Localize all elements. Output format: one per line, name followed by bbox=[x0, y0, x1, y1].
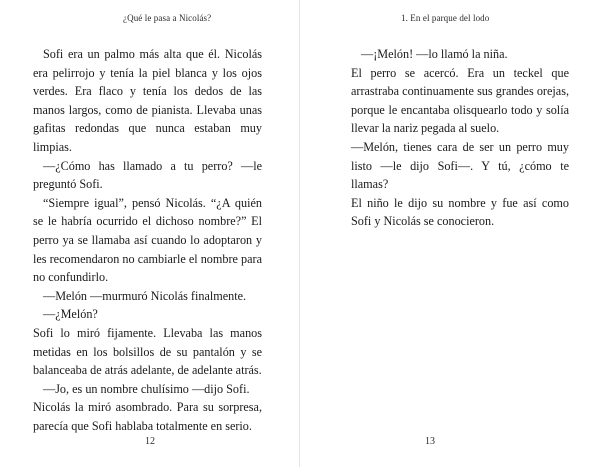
left-paragraph-1: Sofi era un palmo más alta que él. Nicolás era pelirrojo y tenía la piel blanca y los ojos verdes. Era flaco y tenía los dedos de las manos largos, como de pianista. Llevaba unas gafitas redondas que nunca estaban muy limpias. bbox=[33, 47, 262, 154]
right-body-text bbox=[351, 45, 569, 231]
left-page-number: 12 bbox=[145, 436, 155, 447]
left-paragraph-2: —¿Cómo has llamado a tu perro? —le preguntó Sofi. bbox=[33, 158, 262, 192]
left-body-text bbox=[33, 45, 262, 435]
right-paragraph-3: —Melón, tienes cara de ser un perro muy listo —le dijo Sofi—. Y tú, ¿cómo te llamas? bbox=[351, 139, 569, 192]
right-paragraph-1: —¡Melón! —lo llamó la niña. bbox=[361, 47, 508, 61]
right-page-number: 13 bbox=[425, 436, 435, 447]
right-page bbox=[300, 0, 600, 467]
left-running-head: ¿Qué le pasa a Nicolás? bbox=[123, 13, 212, 23]
right-paragraph-4: El niño le dijo su nombre y fue así como Sofi y Nicolás se conocieron. bbox=[351, 195, 569, 229]
right-paragraph-2: El perro se acercó. Era un teckel que arrastraba continuamente sus grandes orejas, porque le encantaba olisquearlo todo y solía llevar la nariz pegada al suelo. bbox=[351, 65, 569, 136]
left-paragraph-8: Nicolás la miró asombrado. Para su sorpresa, parecía que Sofi hablaba totalmente en serio. bbox=[33, 400, 262, 433]
left-paragraph-5: —¿Melón? bbox=[43, 307, 98, 322]
left-paragraph-7: —Jo, es un nombre chulísimo —dijo Sofi. bbox=[43, 381, 250, 396]
right-running-head: 1. En el parque del lodo bbox=[401, 13, 490, 23]
left-paragraph-4: —Melón —murmuró Nicolás finalmente. bbox=[43, 288, 247, 303]
left-paragraph-6: Sofi lo miró fijamente. Llevaba las manos metidas en los bolsillos de su pantalón y se balanceaba de atrás adelante, de adelante atrás. bbox=[33, 325, 262, 378]
left-paragraph-3: “Siempre igual”, pensó Nicolás. “¿A quién se le habría ocurrido el dichoso nombre?” El perro ya se llamaba así cuando lo adoptaron y les recomendaron no cambiarle el nombre para no confundirlo. bbox=[33, 195, 262, 285]
